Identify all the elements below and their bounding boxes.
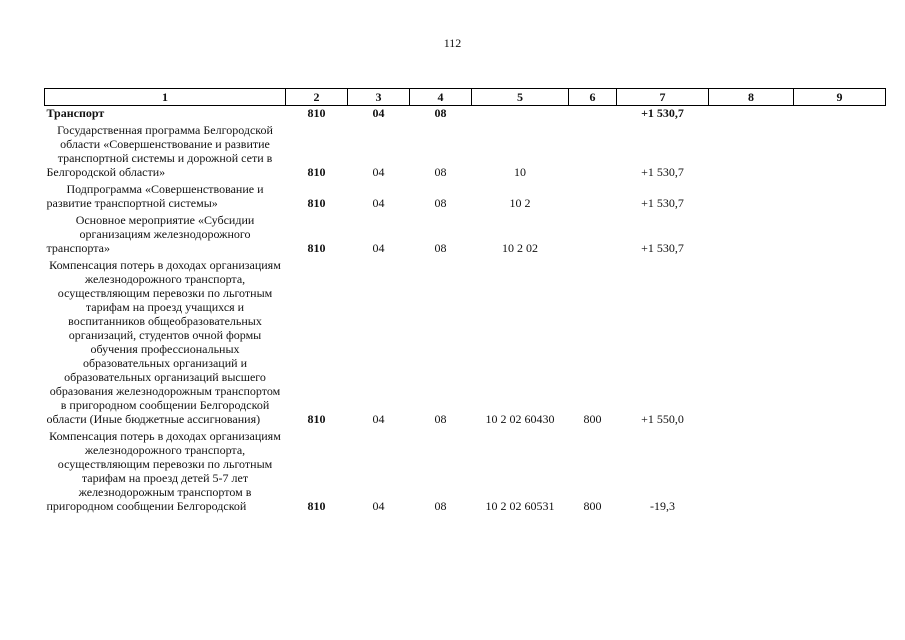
cell-col-6 bbox=[569, 123, 617, 182]
cell-col-7: +1 530,7 bbox=[641, 165, 684, 179]
cell-col-4: 08 bbox=[434, 106, 447, 120]
row-name: Государственная программа Белгородской области «Совершенствование и развитие транспортной системы и дорожной сети в Белгородской области» bbox=[46, 123, 273, 179]
header-row bbox=[45, 89, 886, 106]
cell-col-8 bbox=[709, 123, 794, 182]
cell-col-7: -19,3 bbox=[650, 499, 675, 513]
col-header-7: 7 bbox=[617, 89, 709, 106]
cell-col-7: +1 530,7 bbox=[641, 241, 684, 255]
cell-col-7: +1 530,7 bbox=[641, 106, 684, 120]
table-row bbox=[45, 123, 886, 182]
cell-col-3: 04 bbox=[372, 412, 385, 426]
cell-col-9 bbox=[794, 123, 886, 182]
col-header-4: 4 bbox=[410, 89, 472, 106]
cell-col-6 bbox=[569, 106, 617, 124]
cell-col-5: 10 2 02 bbox=[502, 241, 538, 255]
row-name: Транспорт bbox=[46, 106, 105, 120]
cell-col-2: 810 bbox=[307, 106, 326, 120]
col-header-5: 5 bbox=[472, 89, 569, 106]
cell-col-2: 810 bbox=[307, 196, 326, 210]
row-name: Компенсация потерь в доходах организациям железнодорожного транспорта, осуществляющим перевозки по льготным тарифам на проезд детей 5-7 лет железнодорожным транспортом в пригородном сообщении Белгородской bbox=[46, 429, 281, 513]
cell-col-5: 10 2 bbox=[509, 196, 531, 210]
col-header-3: 3 bbox=[348, 89, 410, 106]
table-row bbox=[45, 106, 886, 124]
cell-col-8 bbox=[709, 213, 794, 258]
cell-col-8 bbox=[709, 258, 794, 429]
cell-col-9 bbox=[794, 106, 886, 124]
col-header-1: 1 bbox=[45, 89, 286, 106]
table-row bbox=[45, 213, 886, 258]
col-header-8: 8 bbox=[709, 89, 794, 106]
row-name: Основное мероприятие «Субсидии организациям железнодорожного транспорта» bbox=[46, 213, 255, 255]
cell-col-5: 10 2 02 60430 bbox=[485, 412, 555, 426]
cell-col-8 bbox=[709, 106, 794, 124]
cell-col-7: +1 530,7 bbox=[641, 196, 684, 210]
row-name: Компенсация потерь в доходах организациям железнодорожного транспорта, осуществляющим перевозки по льготным тарифам на проезд учащихся и воспитанников общеобразовательных организаций, студентов очной формы обучения профессиональных образовательных организаций и образовательных организаций высшего образования железнодорожным транспортом в пригородном сообщении Белгородской области (Иные бюджетные ассигнования) bbox=[46, 258, 281, 426]
cell-col-9 bbox=[794, 182, 886, 213]
col-header-2: 2 bbox=[286, 89, 348, 106]
cell-col-9 bbox=[794, 213, 886, 258]
cell-col-6 bbox=[569, 213, 617, 258]
cell-col-2: 810 bbox=[307, 499, 326, 513]
cell-col-3: 04 bbox=[372, 196, 385, 210]
cell-col-4: 08 bbox=[434, 241, 447, 255]
cell-col-5 bbox=[472, 106, 569, 124]
cell-col-8 bbox=[709, 429, 794, 516]
cell-col-6 bbox=[569, 182, 617, 213]
cell-col-6: 800 bbox=[583, 412, 602, 426]
cell-col-4: 08 bbox=[434, 165, 447, 179]
page-number: 112 bbox=[443, 36, 462, 50]
cell-col-8 bbox=[709, 182, 794, 213]
budget-table bbox=[44, 88, 886, 516]
cell-col-2: 810 bbox=[307, 241, 326, 255]
cell-col-2: 810 bbox=[307, 412, 326, 426]
cell-col-5: 10 2 02 60531 bbox=[485, 499, 555, 513]
table-row bbox=[45, 182, 886, 213]
cell-col-7: +1 550,0 bbox=[641, 412, 684, 426]
cell-col-6: 800 bbox=[583, 499, 602, 513]
cell-col-3: 04 bbox=[372, 165, 385, 179]
table-row bbox=[45, 429, 886, 516]
cell-col-4: 08 bbox=[434, 412, 447, 426]
cell-col-9 bbox=[794, 258, 886, 429]
cell-col-2: 810 bbox=[307, 165, 326, 179]
col-header-9: 9 bbox=[794, 89, 886, 106]
cell-col-3: 04 bbox=[372, 106, 385, 120]
cell-col-3: 04 bbox=[372, 241, 385, 255]
col-header-6: 6 bbox=[569, 89, 617, 106]
cell-col-9 bbox=[794, 429, 886, 516]
cell-col-3: 04 bbox=[372, 499, 385, 513]
row-name: Подпрограмма «Совершенствование и развитие транспортной системы» bbox=[46, 182, 264, 210]
cell-col-4: 08 bbox=[434, 499, 447, 513]
cell-col-5: 10 bbox=[514, 165, 526, 179]
table-row bbox=[45, 258, 886, 429]
cell-col-4: 08 bbox=[434, 196, 447, 210]
